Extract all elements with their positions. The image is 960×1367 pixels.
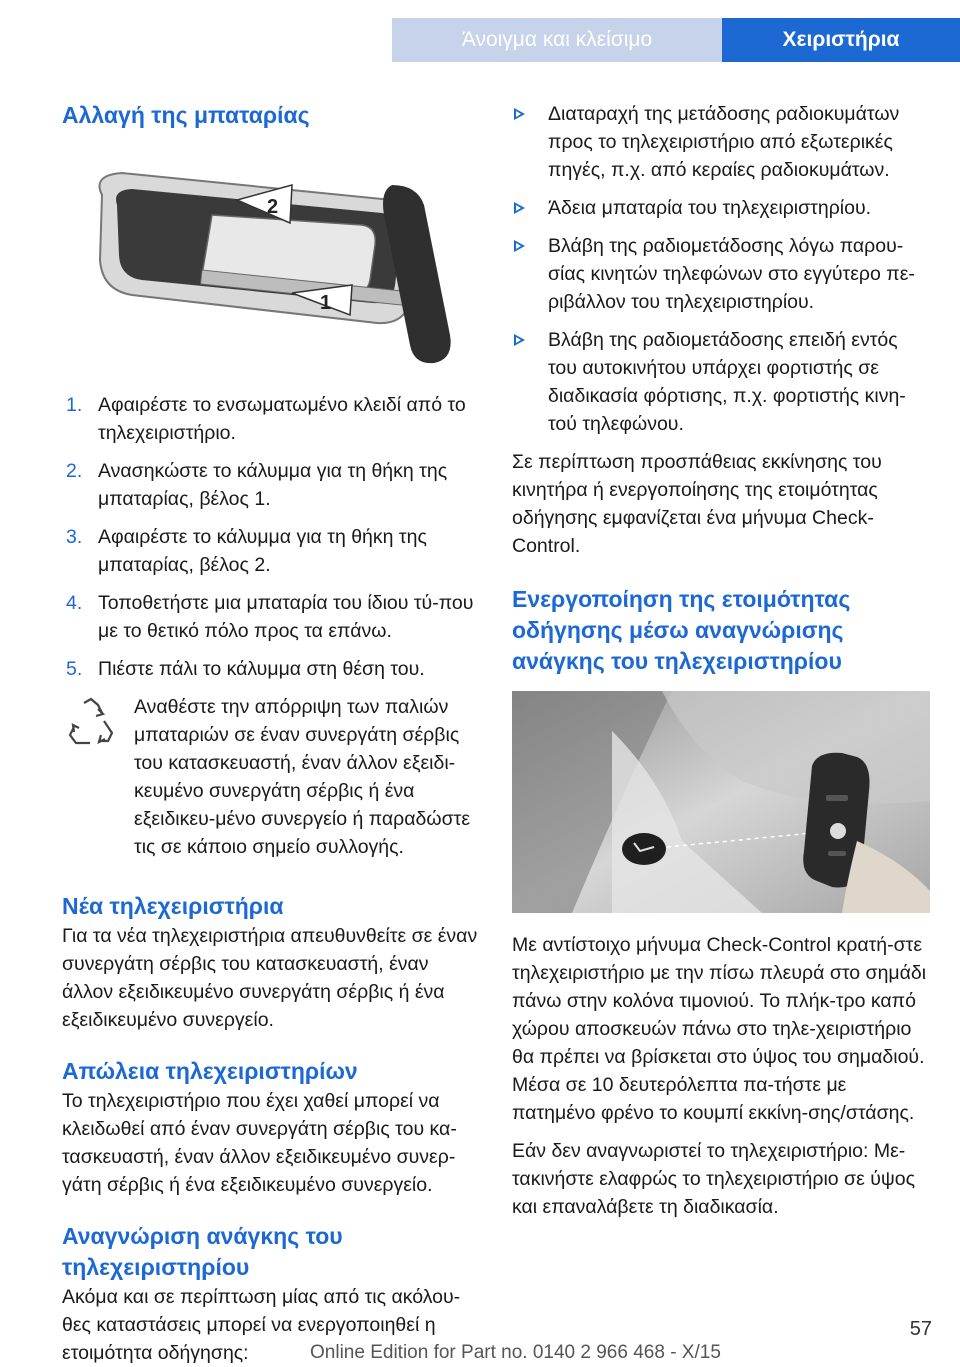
condition-item bbox=[512, 194, 932, 222]
svg-text:1: 1 bbox=[320, 292, 332, 314]
steering-column-photo bbox=[512, 691, 930, 913]
step-text: Ανασηκώστε το κάλυμμα για τη θήκη της μπαταρίας, βέλος 1. bbox=[98, 460, 448, 510]
condition-text: Βλάβη της ραδιομετάδοσης λόγω παρου-σίας κινητών τηλεφώνων στο εγγύτερο πε-ριβάλλον του τηλεχειριστηρίου. bbox=[548, 235, 915, 313]
activation-heading: Ενεργοποίηση της ετοιμότητας οδήγησης μέσω αναγνώρισης ανάγκης του τηλεχειριστηρίου bbox=[512, 586, 851, 674]
step-number: 1. bbox=[66, 394, 83, 416]
page-number: 57 bbox=[909, 1318, 932, 1340]
step-number: 5. bbox=[66, 658, 83, 680]
recycling-text: Αναθέστε την απόρριψη των παλιών μπαταριών σε έναν συνεργάτη σέρβις του κατασκευαστή, έναν άλλον εξειδι-κευμένο συνεργάτη σέρβις ή ένα εξειδικευ-μένο συνεργείο ή παραδώστε τις σε κάποιο σημείο συλλογής. bbox=[134, 696, 471, 858]
step-item bbox=[62, 457, 478, 513]
battery-change-heading: Αλλαγή της μπαταρίας bbox=[62, 102, 310, 128]
key-fob-image bbox=[62, 145, 478, 377]
conditions-list bbox=[512, 100, 932, 438]
instruction-text: Με αντίστοιχο μήνυμα Check-Control κρατή-στε τηλεχειριστήριο με την πίσω πλευρά στο σημάδι πάνω στην κολόνα τιμονιού. Το πλήκ-τρο καπό χώρου αποσκευών πάνω στο τηλε-χειριστήριο θα πρέπει να βρίσκεται στο ύψος του σημαδιού. Μέσα σε 10 δευτερόλεπτα πα-τήστε με πατημένο φρένο το κουμπί εκκίνη-σης/στάσης. bbox=[512, 934, 927, 1124]
condition-text: Άδεια μπαταρία του τηλεχειριστηρίου. bbox=[548, 197, 872, 219]
recycling-note bbox=[62, 693, 478, 861]
step-text: Πιέστε πάλι το κάλυμμα στη θέση του. bbox=[98, 658, 425, 680]
check-control-text: Σε περίπτωση προσπάθειας εκκίνησης του κινητήρα ή ενεργοποίησης της ετοιμότητας οδήγησης εμφανίζεται ένα μήνυμα Check-Control. bbox=[512, 451, 882, 557]
edition-footer: Online Edition for Part no. 0140 2 966 468 - X/15 bbox=[310, 1342, 721, 1363]
step-item bbox=[62, 391, 478, 447]
triangle-bullet-icon bbox=[514, 108, 525, 120]
step-number: 2. bbox=[66, 460, 83, 482]
recycle-icon bbox=[62, 695, 120, 753]
step-text: Τοποθετήστε μια μπαταρία του ίδιου τύ-που με το θετικό πόλο προς τα επάνω. bbox=[98, 592, 474, 642]
step-item bbox=[62, 589, 478, 645]
emergency-detection-text: Ακόμα και σε περίπτωση μίας από τις ακόλου-θες καταστάσεις μπορεί να ενεργοποιηθεί η ετοιμότητα οδήγησης: bbox=[62, 1286, 461, 1364]
chapter-tab[interactable]: Χειριστήρια bbox=[722, 18, 960, 62]
condition-text: Διαταραχή της μετάδοσης ραδιοκυμάτων προς το τηλεχειριστήριο από εξωτερικές πηγές, π.χ. από κεραίες ραδιοκυμάτων. bbox=[548, 103, 900, 181]
triangle-bullet-icon bbox=[514, 334, 525, 346]
step-item bbox=[62, 655, 478, 683]
step-number: 4. bbox=[66, 592, 83, 614]
triangle-bullet-icon bbox=[514, 202, 525, 214]
lost-remotes-text: Το τηλεχειριστήριο που έχει χαθεί μπορεί να κλειδωθεί από έναν συνεργάτη σέρβις του κα-τασκευαστή, έναν άλλον εξειδικευμένο συνερ-γάτη σέρβις ή ένα εξειδικευμένο συνεργείο. bbox=[62, 1090, 457, 1196]
new-remotes-text: Για τα νέα τηλεχειριστήρια απευθυνθείτε σε έναν συνεργάτη σέρβις του κατασκευαστή, έναν άλλον εξειδικευμένο συνεργάτη σέρβις ή ένα εξειδικευμένο συνεργείο. bbox=[62, 925, 478, 1031]
emergency-detection-heading: Αναγνώριση ανάγκης του τηλεχειριστηρίου bbox=[62, 1223, 343, 1280]
right-column bbox=[512, 100, 932, 1221]
condition-item bbox=[512, 100, 932, 184]
svg-text:2: 2 bbox=[267, 196, 279, 218]
page-header bbox=[0, 0, 960, 62]
lost-remotes-heading: Απώλεια τηλεχειριστηρίων bbox=[62, 1058, 358, 1084]
not-recognized-text: Εάν δεν αναγνωριστεί το τηλεχειριστήριο: Με-τακινήστε ελαφρώς το τηλεχειριστήριο σε ύψος και επαναλάβετε τη διαδικασία. bbox=[512, 1140, 916, 1218]
step-number: 3. bbox=[66, 526, 83, 548]
left-column bbox=[62, 100, 478, 1367]
new-remotes-heading: Νέα τηλεχειριστήρια bbox=[62, 893, 284, 919]
step-text: Αφαιρέστε το ενσωματωμένο κλειδί από το τηλεχειριστήριο. bbox=[98, 394, 466, 444]
step-text: Αφαιρέστε το κάλυμμα για τη θήκη της μπαταρίας, βέλος 2. bbox=[98, 526, 427, 576]
triangle-bullet-icon bbox=[514, 240, 525, 252]
steering-column-image bbox=[512, 691, 930, 913]
condition-item bbox=[512, 326, 932, 438]
step-item bbox=[62, 523, 478, 579]
condition-text: Βλάβη της ραδιομετάδοσης επειδή εντός του αυτοκινήτου υπάρχει φορτιστής σε διαδικασία φόρτισης, π.χ. φορτιστής κινη-τού τηλεφώνου. bbox=[548, 329, 906, 435]
key-battery-illustration bbox=[62, 145, 478, 377]
section-tab[interactable]: Άνοιγμα και κλείσιμο bbox=[392, 18, 722, 62]
battery-steps-list bbox=[62, 391, 478, 683]
condition-item bbox=[512, 232, 932, 316]
